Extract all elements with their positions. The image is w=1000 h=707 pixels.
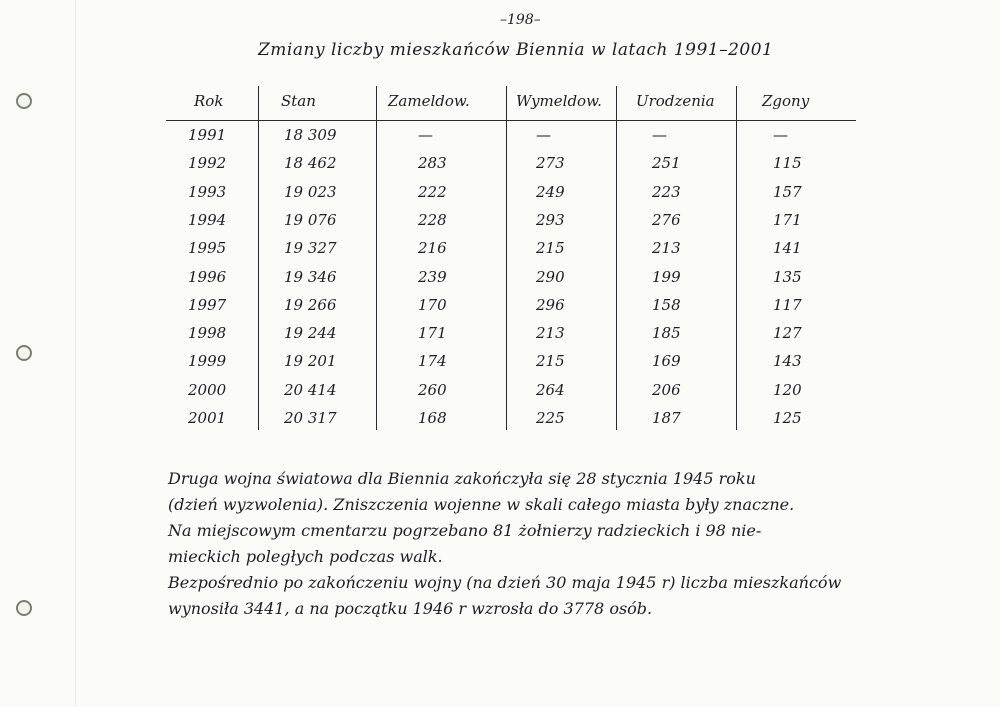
cell-population: 19 201 [284,352,337,371]
cell-births: 251 [652,154,681,173]
column-divider [376,86,377,430]
cell-deregistrations: 249 [536,182,565,201]
cell-births: 223 [652,182,681,201]
binder-hole-icon [16,345,32,361]
cell-registrations: 239 [418,267,447,286]
cell-year: 1997 [188,295,227,314]
cell-deaths: 120 [773,380,802,399]
binder-hole-icon [16,600,32,616]
header-deregistrations: Wymeldow. [516,92,602,110]
cell-deregistrations: 273 [536,154,565,173]
cell-year: 2001 [188,409,227,427]
cell-population: 18 462 [284,154,337,173]
cell-registrations: 283 [418,154,447,173]
cell-population: 19 076 [284,210,337,229]
cell-registrations: 260 [418,380,447,399]
cell-population: 19 023 [284,182,337,201]
paragraph-line: Bezpośrednio po zakończeniu wojny (na dzień 30 maja 1945 r) liczba mieszkańców [168,573,842,592]
cell-deregistrations: 225 [536,409,565,427]
cell-population: 20 414 [284,380,337,399]
cell-deaths: 157 [773,182,802,201]
cell-deaths: 115 [773,154,802,173]
cell-births: 169 [652,352,681,371]
page-margin-line [75,0,76,707]
cell-year: 1996 [188,267,227,286]
cell-births: — [652,126,667,144]
cell-births: 199 [652,267,681,286]
header-deaths: Zgony [762,92,810,110]
page-number: –198– [500,12,541,28]
cell-deregistrations: 215 [536,239,565,258]
column-divider [736,86,737,430]
cell-registrations: 174 [418,352,447,371]
cell-births: 206 [652,380,681,399]
cell-deregistrations: — [536,126,551,144]
column-divider [616,86,617,430]
cell-deaths: 141 [773,239,802,258]
cell-deaths: 171 [773,210,802,229]
cell-year: 1994 [188,210,227,229]
paragraph-line: mieckich poległych podczas walk. [168,547,443,566]
cell-registrations: 170 [418,295,447,314]
header-births: Urodzenia [636,92,715,110]
cell-registrations: — [418,126,433,144]
cell-births: 187 [652,409,681,427]
cell-deaths: 143 [773,352,802,371]
header-registrations: Zameldow. [388,92,470,110]
cell-registrations: 222 [418,182,447,201]
cell-year: 2000 [188,380,227,399]
cell-deregistrations: 264 [536,380,565,399]
header-population: Stan [281,92,316,110]
cell-year: 1993 [188,182,227,201]
cell-births: 276 [652,210,681,229]
cell-population: 19 266 [284,295,337,314]
cell-year: 1999 [188,352,227,371]
cell-year: 1998 [188,324,227,343]
cell-registrations: 168 [418,409,447,427]
cell-deaths: 117 [773,295,802,314]
cell-deaths: 127 [773,324,802,343]
cell-births: 213 [652,239,681,258]
cell-deregistrations: 293 [536,210,565,229]
cell-population: 18 309 [284,126,337,144]
cell-deregistrations: 215 [536,352,565,371]
page-title: Zmiany liczby mieszkańców Biennia w latach 1991–2001 [258,40,774,60]
cell-deregistrations: 296 [536,295,565,314]
cell-population: 19 327 [284,239,337,258]
cell-year: 1995 [188,239,227,258]
header-year: Rok [194,92,224,110]
column-divider [506,86,507,430]
cell-deaths: 135 [773,267,802,286]
cell-registrations: 216 [418,239,447,258]
paragraph-line: Na miejscowym cmentarzu pogrzebano 81 żołnierzy radzieckich i 98 nie- [168,521,762,540]
header-underline [166,120,856,121]
cell-births: 158 [652,295,681,314]
cell-registrations: 228 [418,210,447,229]
history-paragraph [168,466,948,622]
cell-deregistrations: 213 [536,324,565,343]
cell-deaths: — [773,126,788,144]
cell-year: 1991 [188,126,227,144]
cell-registrations: 171 [418,324,447,343]
cell-population: 20 317 [284,409,337,427]
binder-hole-icon [16,93,32,109]
population-table [166,86,856,430]
paragraph-line: (dzień wyzwolenia). Zniszczenia wojenne w skali całego miasta były znaczne. [168,495,795,514]
paragraph-line: wynosiła 3441, a na początku 1946 r wzrosła do 3778 osób. [168,599,653,618]
cell-deaths: 125 [773,409,802,427]
cell-deregistrations: 290 [536,267,565,286]
cell-population: 19 346 [284,267,337,286]
cell-year: 1992 [188,154,227,173]
column-divider [258,86,259,430]
cell-population: 19 244 [284,324,337,343]
paragraph-line: Druga wojna światowa dla Biennia zakończyła się 28 stycznia 1945 roku [168,469,756,488]
cell-births: 185 [652,324,681,343]
